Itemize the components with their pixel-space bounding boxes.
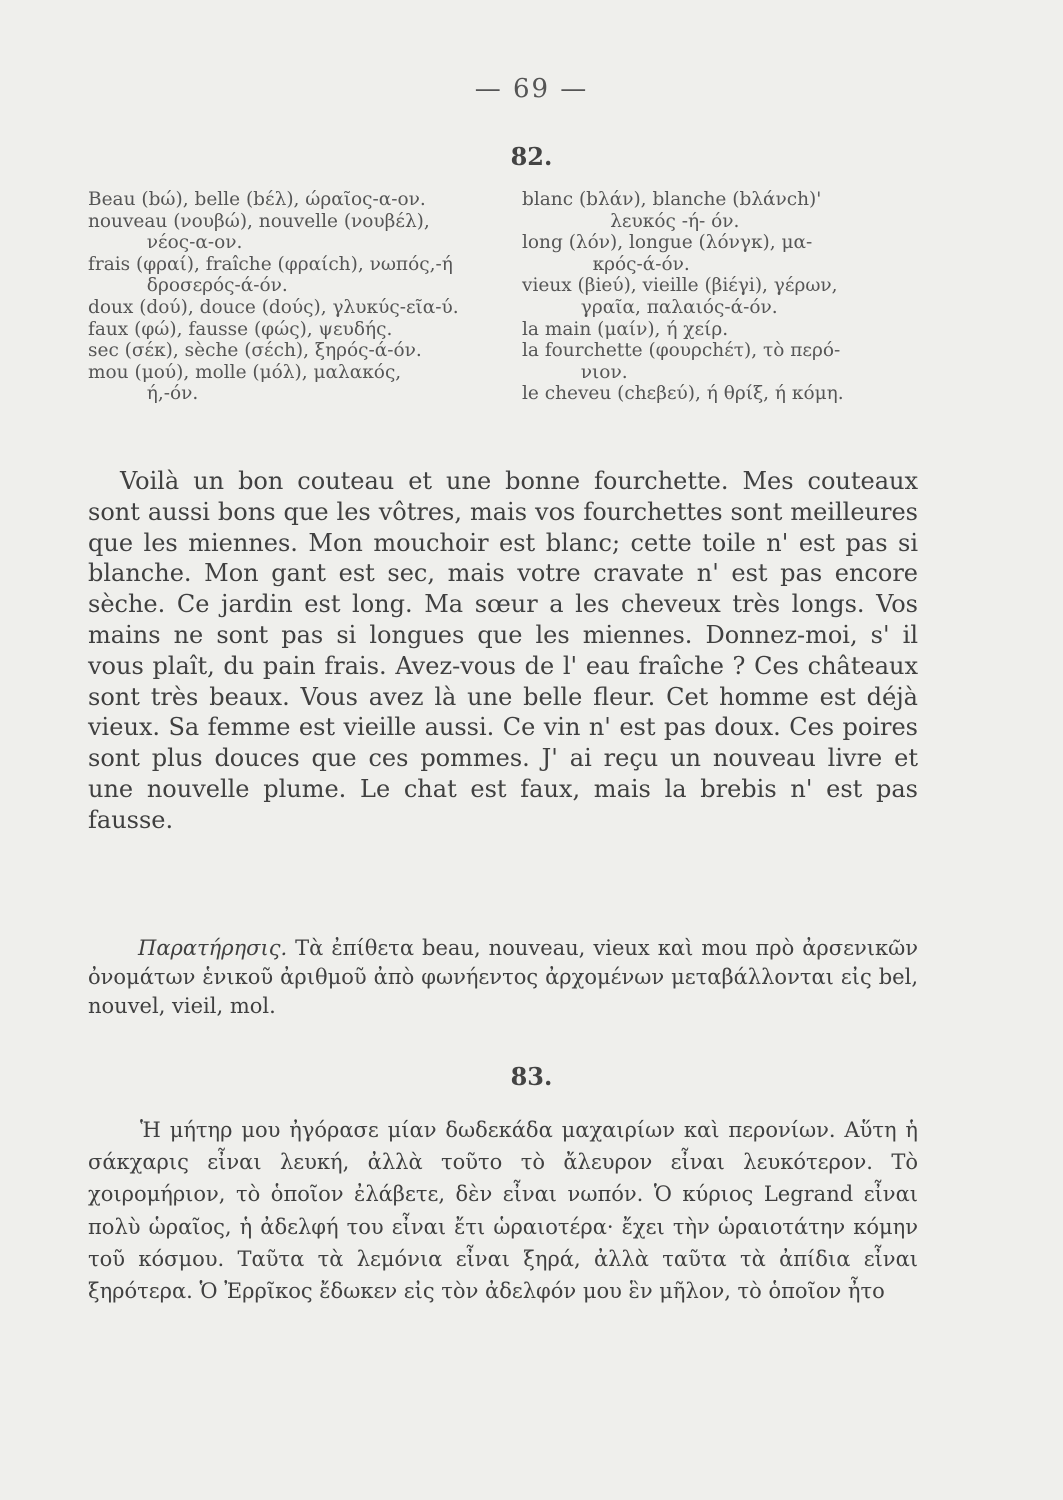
- vocab-row: [88, 275, 928, 297]
- vocab-entry: doux (doύ), douce (doύς), γλυκύς-εῖα-ύ.: [88, 296, 459, 318]
- vocabulary-list: [88, 189, 928, 405]
- vocab-entry: frais (φραί), fraîche (φραίch), νωπός,-ή: [88, 253, 453, 275]
- vocab-entry: κρός-ά-όν.: [522, 253, 690, 275]
- vocab-entry: la main (μαίν), ή χείρ.: [522, 318, 729, 340]
- vocab-row: [88, 232, 928, 254]
- vocab-entry: Beau (bώ), belle (bέλ), ώραῖος-α-ον.: [88, 189, 426, 210]
- note-label: Παρατήρησις.: [138, 936, 288, 960]
- vocab-row: [88, 189, 928, 211]
- vocab-entry: λευκός -ή- όν.: [522, 210, 740, 232]
- exercise-text-greek: [88, 1114, 918, 1307]
- vocab-row: [88, 362, 928, 384]
- vocab-entry: vieux (βieύ), vieille (βiέγi), γέρων,: [522, 275, 838, 297]
- page-number: — 69 —: [474, 74, 589, 104]
- vocab-row: [88, 211, 928, 233]
- vocab-entry: blanc (bλάν), blanche (bλάνch)': [522, 189, 822, 210]
- vocab-entry: sec (σέκ), sèche (σέch), ξηρός-ά-όν.: [88, 340, 422, 362]
- vocab-entry: γραῖα, παλαιός-ά-όν.: [522, 296, 778, 318]
- grammar-note: [88, 934, 918, 1021]
- vocab-row: [88, 297, 928, 319]
- vocab-row: [88, 319, 928, 341]
- vocab-row: [88, 383, 928, 405]
- vocab-entry: le cheveu (chεβεύ), ή θρίξ, ή κόμη.: [522, 383, 844, 405]
- vocab-entry: νιον.: [522, 361, 628, 383]
- vocab-entry: νέος-α-ον.: [88, 232, 243, 254]
- vocab-entry: la fourchette (φουρchέτ), τὸ περό-: [522, 340, 841, 362]
- vocab-entry: nouveau (νουβώ), nouvelle (νουβέλ),: [88, 210, 430, 232]
- exercise-paragraph: Voilà un bon couteau et une bonne fourchette. Mes couteaux sont aussi bons que les vôtres, mais vos fourchettes sont meilleures que les miennes. Mon mouchoir est blanc; cette toile n' est pas si blanche. Mon gant est sec, mais votre cravate n' est pas encore sèche. Ce jardin est long. Ma sœur a les cheveux très longs. Vos mains ne sont pas si longues que les miennes. Donnez-moi, s' il vous plaît, du pain frais. Avez-vous de l' eau fraîche ? Ces châteaux sont très beaux. Vous avez là une belle fleur. Cet homme est déjà vieux. Sa femme est vieille aussi. Ce vin n' est pas doux. Ces poires sont plus douces que ces pommes. J' ai reçu un nouveau livre et une nouvelle plume. Le chat est faux, mais la brebis n' est pas fausse.: [88, 467, 918, 834]
- vocab-entry: faux (φώ), fausse (φώς), ψευδής.: [88, 318, 393, 340]
- vocab-entry: ή,-όν.: [88, 383, 199, 405]
- exercise-paragraph: Ἡ μήτηρ μου ἠγόρασε μίαν δωδεκάδα μαχαιρίων καὶ περονίων. Αὕτη ἡ σάκχαρις εἶναι λευκή, ἀλλὰ τοῦτο τὸ ἄλευρον εἶναι λευκότερον. Τὸ χοιρομήριον, τὸ ὁποῖον ἐλάβετε, δὲν εἶναι νωπόν. Ὁ κύριος Legrand εἶναι πολὺ ὡραῖος, ἡ ἀδελφή του εἶναι ἔτι ὡραιοτέρα· ἔχει τὴν ὡραιοτάτην κόμην τοῦ κόσμου. Ταῦτα τὰ λεμόνια εἶναι ξηρά, ἀλλὰ ταῦτα τὰ ἀπίδια εἶναι ξηρότερα. Ὁ Ἐρρῖκος ἔδωκεν εἰς τὸν ἀδελφόν μου ἓν μῆλον, τὸ ὁποῖον ἦτο: [88, 1118, 918, 1304]
- vocab-entry: mou (μού), molle (μόλ), μαλακός,: [88, 361, 402, 383]
- exercise-text-french: [88, 466, 918, 836]
- section-83-number: 83.: [510, 1062, 553, 1091]
- note-text: Τὰ ἐπίθετα beau, nouveau, vieux καὶ mou πρὸ ἀρσενικῶν ὀνομάτων ἑνικοῦ ἀριθμοῦ ἀπὸ φωνήεντος ἀρχομένων μεταβάλλονται εἰς bel, nouvel, vieil, mol.: [88, 936, 918, 1018]
- section-82-number: 82.: [510, 142, 553, 171]
- vocab-row: [88, 340, 928, 362]
- vocab-entry: long (λόν), longue (λόνγκ), μα-: [522, 232, 813, 254]
- vocab-entry: δροσερός-ά-όν.: [88, 275, 288, 297]
- vocab-row: [88, 254, 928, 276]
